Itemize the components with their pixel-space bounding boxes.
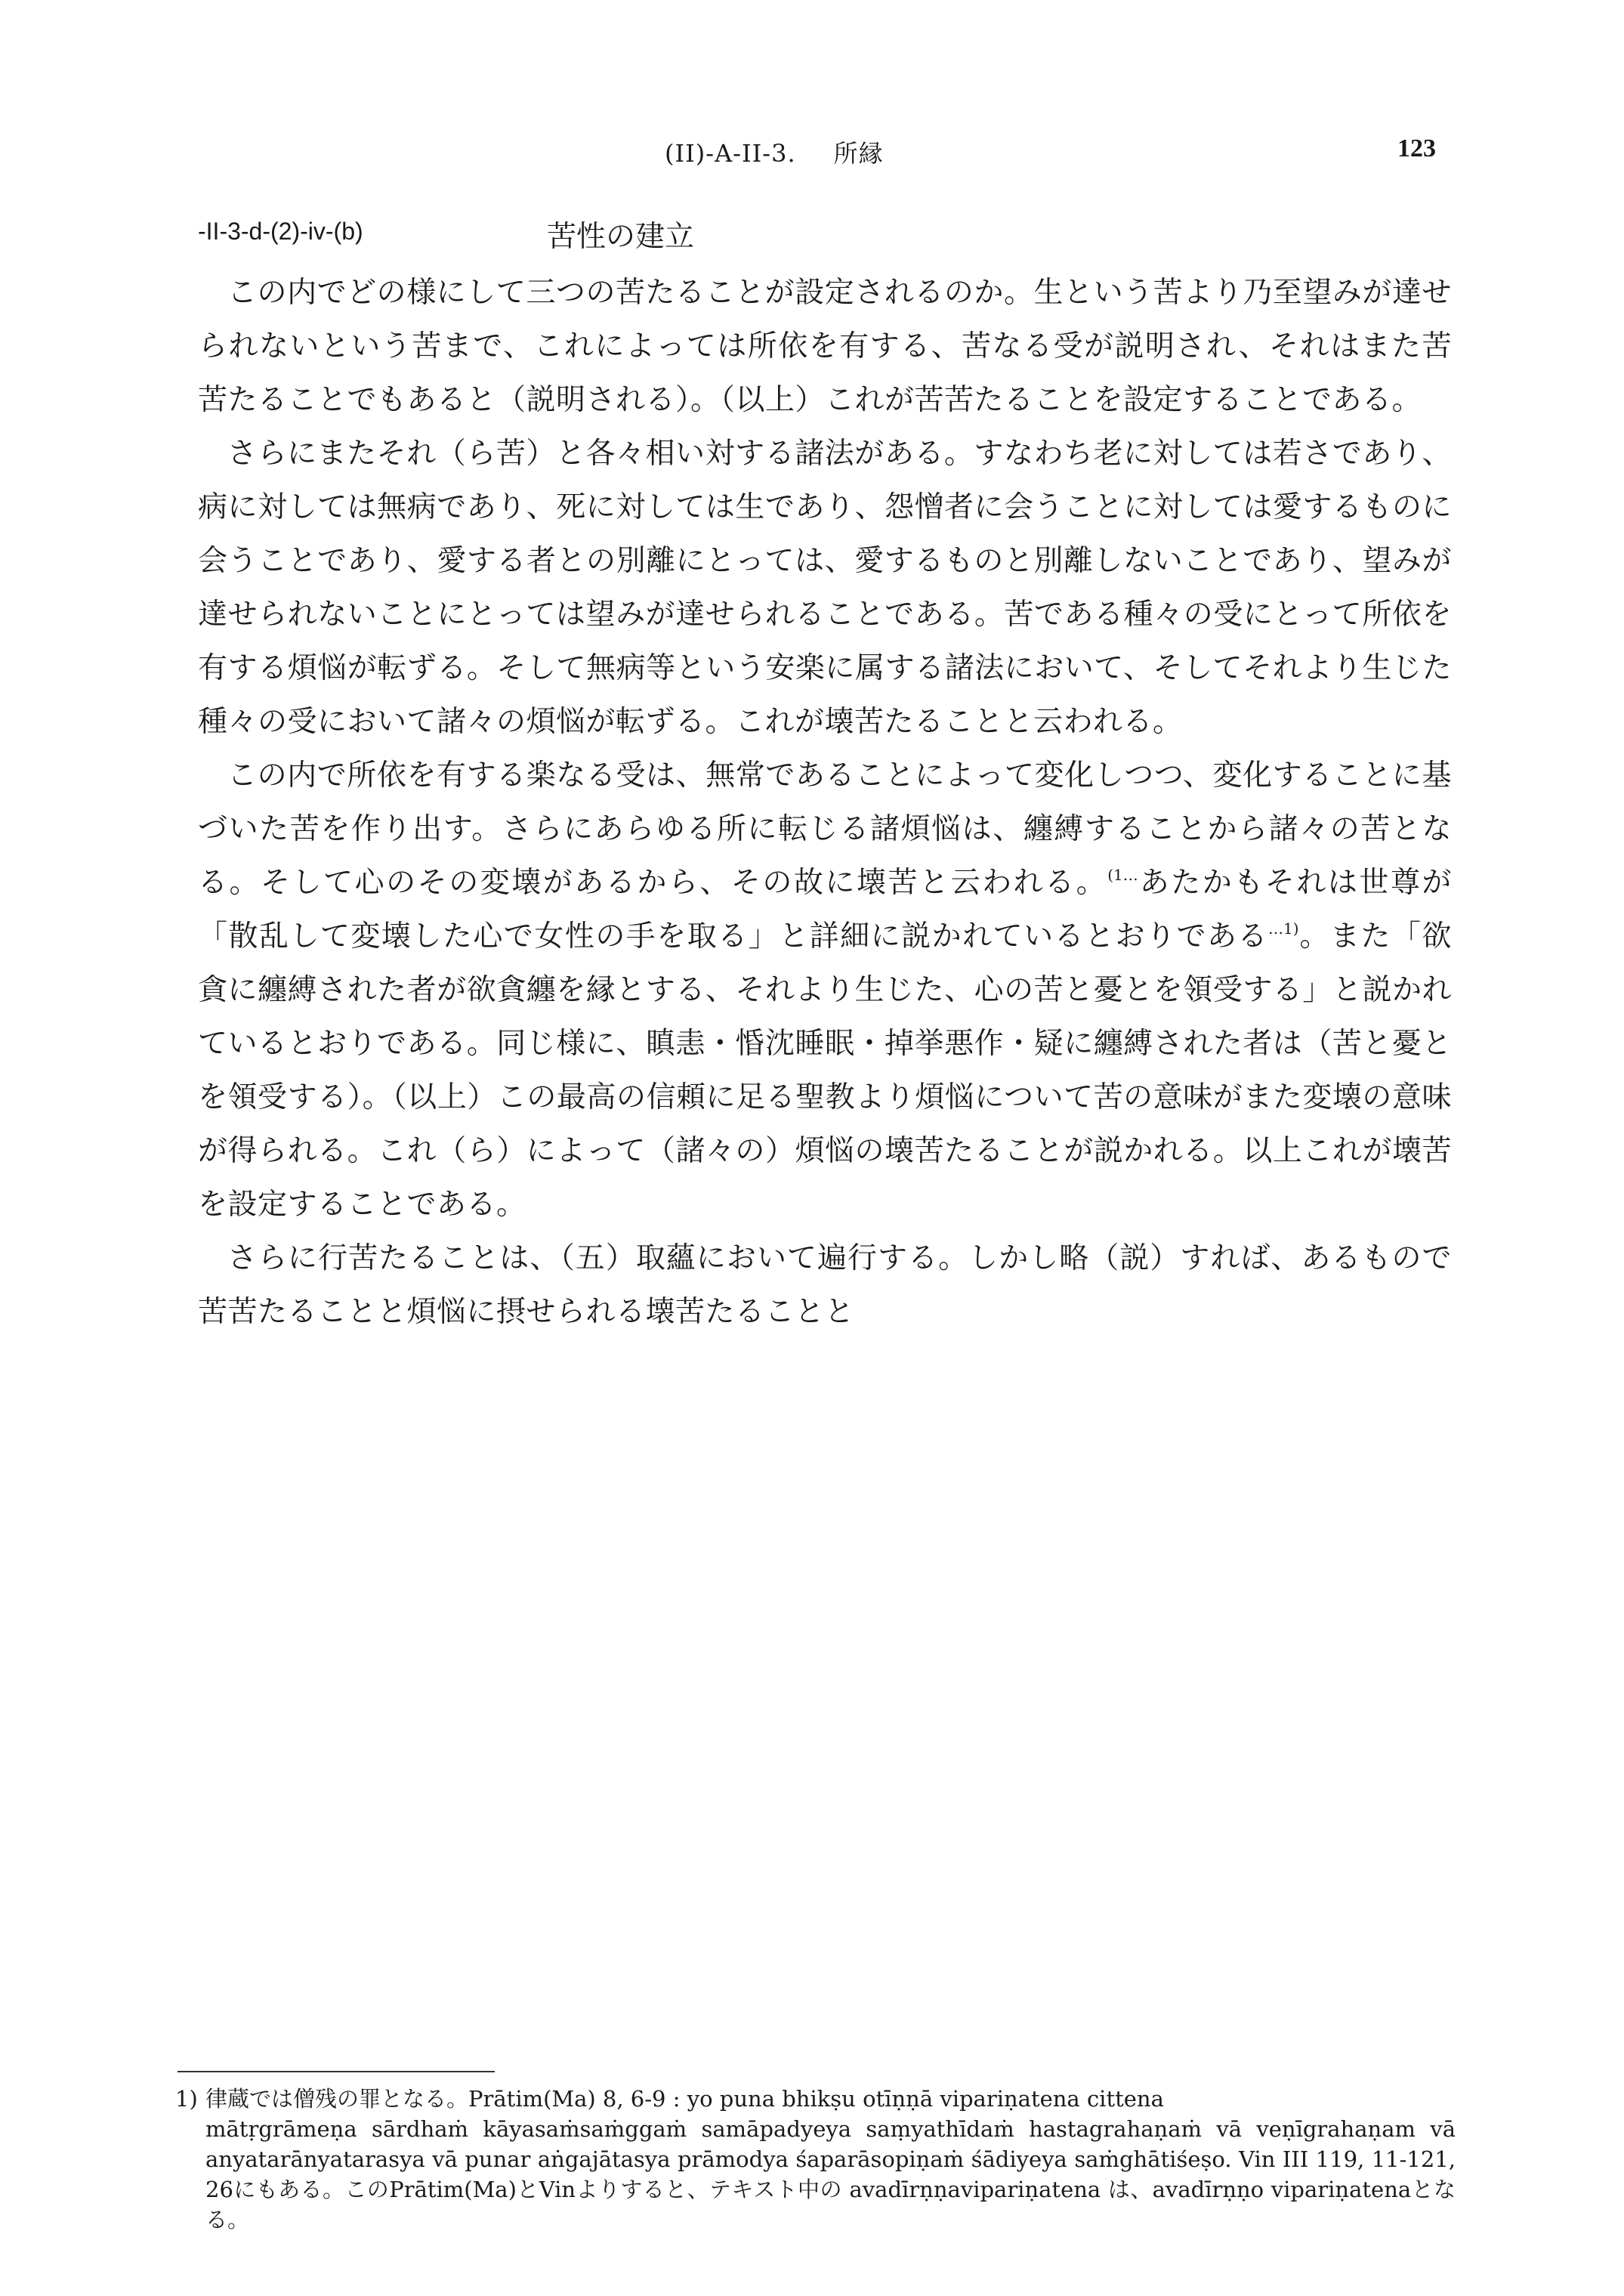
footnote-number: 1)	[175, 2086, 198, 2112]
footnote-open-marker[interactable]: (1…	[1107, 866, 1138, 884]
body-text	[198, 266, 1452, 1339]
section-code: -II-3-d-(2)-iv-(b)	[198, 218, 363, 245]
running-header	[0, 134, 1624, 180]
paragraph-3-part-1: この内で所依を有する楽なる受は、無常であることによって変化しつつ、変化することに基づいた苦を作り出す。さらにあらゆる所に転じる諸煩悩は、纏縛することから諸々の苦となる。そして心のその変壊があるから、その故に壊苦と云われる。	[198, 759, 1452, 900]
footnote	[175, 2084, 1456, 2235]
footnote-first-line: 律蔵では僧残の罪となる。Prātim(Ma) 8, 6-9 : yo puna bhikṣu otīṇṇā vipariṇatena cittena	[205, 2086, 1164, 2112]
footnote-close-marker[interactable]: …1)	[1268, 919, 1299, 938]
footnote-body	[175, 2084, 1456, 2235]
page-number: 123	[1397, 134, 1436, 162]
section-heading	[198, 213, 1482, 258]
running-header-section	[665, 134, 884, 169]
paragraph-2: さらにまたそれ（ら苦）と各々相い対する諸法がある。すなわち老に対しては若さであり、病に対しては無病であり、死に対しては生であり、怨憎者に会うことに対しては愛するものに会うことであり、愛する者との別離にとっては、愛するものと別離しないことであり、望みが達せられないことにとっては望みが達せられることである。苦である種々の受にとって所依を有する煩悩が転ずる。そして無病等という安楽に属する諸法において、そしてそれより生じた種々の受において諸々の煩悩が転ずる。これが壊苦たることと云われる。	[198, 437, 1452, 739]
footnote-continuation: mātṛgrāmeṇa sārdhaṁ kāyasaṁsaṁggaṁ samāpadyeya saṃyathīdaṁ hastagrahaṇaṁ vā veṇīgrahaṇam vā anyatarānyatarasya vā punar aṅgajātasya prāmodya śaparāsopiṇaṁ śādiyeya saṁghātiśeṣo. Vin III 119, 11-121, 26にもある。このPrātim(Ma)とVinよりすると、テキスト中の avadīrṇṇavipariṇatena は、avadīrṇṇo vipariṇatenaとなる。	[205, 2116, 1456, 2233]
paragraph-3-part-3: 。また「欲貪に纏縛された者が欲貪纏を縁とする、それより生じた、心の苦と憂とを領受する」と説かれているとおりである。同じ様に、瞋恚・惛沈睡眠・掉挙悪作・疑に纏縛された者は（苦と憂とを領受する）。（以上）この最高の信頼に足る聖教より煩悩について苦の意味がまた変壊の意味が得られる。これ（ら）によって（諸々の）煩悩の壊苦たることが説かれる。以上これが壊苦を設定することである。	[198, 919, 1452, 1222]
paragraph-1: この内でどの様にして三つの苦たることが設定されるのか。生という苦より乃至望みが達せられないという苦まで、これによっては所依を有する、苦なる受が説明され、それはまた苦苦たることでもあると（説明される）。（以上）これが苦苦たることを設定することである。	[198, 276, 1452, 417]
paragraph-3-part-2: あたかもそれは世尊が「散乱して変壊した心で女性の手を取る」と詳細に説かれているとおりである	[198, 866, 1452, 953]
paragraph-4: さらに行苦たることは、（五）取蘊において遍行する。しかし略（説）すれば、あるもので苦苦たることと煩悩に摂せられる壊苦たることと	[198, 1241, 1452, 1329]
paragraph-3	[198, 749, 1452, 1231]
header-section-ref: (II)-A-II-3.	[665, 139, 796, 168]
section-title: 苦性の建立	[547, 220, 695, 254]
footnote-divider	[178, 2071, 495, 2072]
header-section-name: 所縁	[833, 139, 884, 168]
